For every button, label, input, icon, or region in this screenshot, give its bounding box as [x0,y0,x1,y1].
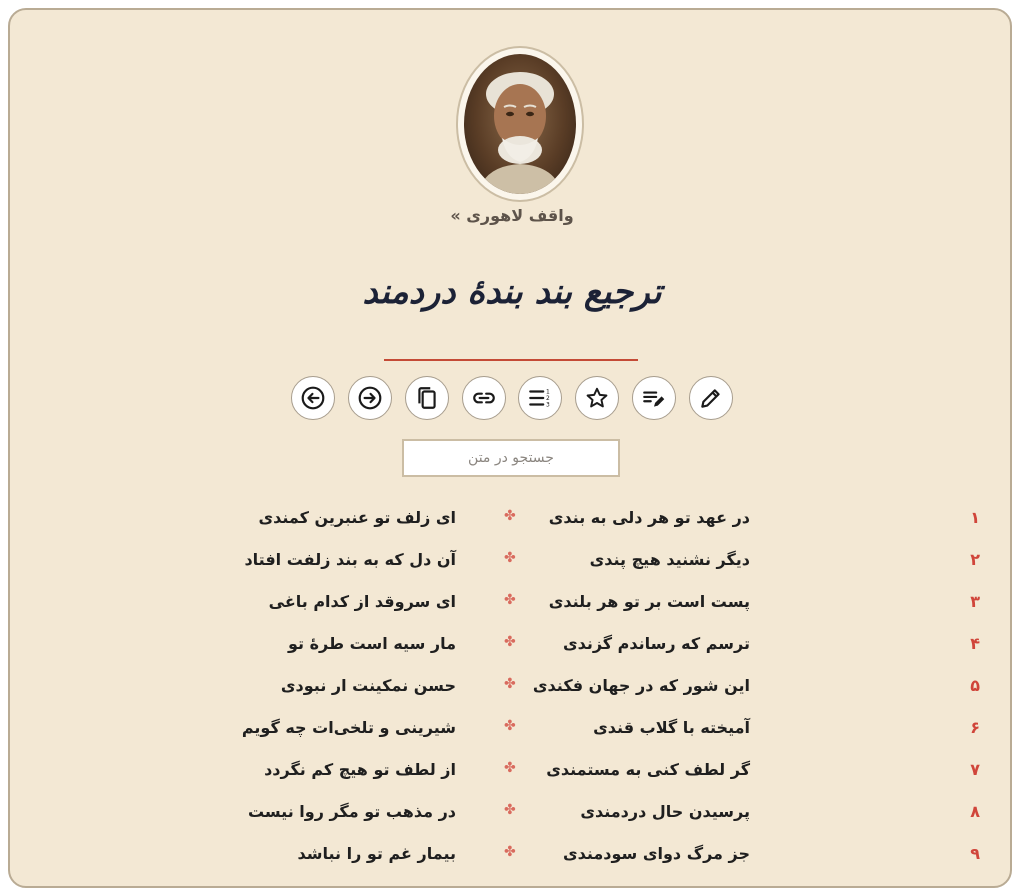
edit-note-icon [641,385,667,411]
verse-second-hemistich: این شور که در جهان فکندی [532,676,750,695]
poem-card [8,8,1012,888]
poet-portrait[interactable] [456,46,584,202]
copy-link-button[interactable] [462,376,506,420]
verse-first-hemistich: مار سیه است طرهٔ تو [287,634,456,653]
verse-first-hemistich: ای زلف تو عنبرین کمندی [258,508,456,527]
svg-text:3: 3 [546,401,551,409]
verse-number: ۸ [970,802,980,821]
verse-separator: ✤ [504,760,516,776]
verse-separator: ✤ [504,508,516,524]
verse-row [10,706,1014,748]
verse-first-hemistich: ای سروقد از کدام باغی [268,592,456,611]
verse-number: ۱ [970,508,980,527]
verse-numbers-button[interactable] [518,376,562,420]
link-icon [471,385,497,411]
verse-row [10,622,1014,664]
verse-second-hemistich: جز مرگ دوای سودمندی [562,844,750,863]
poet-name-link[interactable]: واقف لاهوری » [450,206,574,225]
copy-icon [414,385,440,411]
verse-row [10,664,1014,706]
verse-second-hemistich: ترسم که رساندم گزندی [562,634,750,653]
verse-second-hemistich: در عهد تو هر دلی به بندی [548,508,750,527]
numbered-list-icon [527,385,553,411]
title-divider [384,359,638,361]
svg-text:2: 2 [546,395,551,403]
next-poem-button[interactable] [348,376,392,420]
verse-second-hemistich: آمیخته با گلاب قندی [593,718,750,737]
verse-row [10,538,1014,580]
verse-second-hemistich: دیگر نشنید هیچ پندی [589,550,750,569]
verse-number: ۴ [970,634,980,653]
svg-text:1: 1 [546,388,551,396]
verse-separator: ✤ [504,550,516,566]
verse-first-hemistich: شیرینی و تلخی‌ات چه گویم [241,718,456,737]
verse-separator: ✤ [504,718,516,734]
edit-text-button[interactable] [632,376,676,420]
verse-first-hemistich: از لطف تو هیچ کم نگردد [264,760,456,779]
verse-separator: ✤ [504,844,516,860]
verse-row [10,748,1014,790]
verse-number: ۶ [970,718,980,737]
verse-number: ۳ [970,592,980,611]
verse-number: ۲ [970,550,980,569]
pencil-icon [698,385,724,411]
poet-portrait-image [464,54,576,194]
arrow-left-circle-icon [300,385,326,411]
star-icon [584,385,610,411]
verse-number: ۹ [970,844,980,863]
verse-second-hemistich: گر لطف کنی به مستمندی [546,760,750,779]
verse-row [10,496,1014,538]
copy-button[interactable] [405,376,449,420]
verse-first-hemistich: بیمار غم تو را نباشد [297,844,456,863]
previous-poem-button[interactable] [291,376,335,420]
verse-separator: ✤ [504,634,516,650]
poem-toolbar [291,376,733,422]
verse-first-hemistich: آن دل که به بند زلفت افتاد [244,550,456,569]
verse-row [10,832,1014,874]
verse-separator: ✤ [504,676,516,692]
search-input[interactable] [402,439,620,477]
verse-second-hemistich: پست است بر تو هر بلندی [548,592,750,611]
verse-separator: ✤ [504,802,516,818]
verse-first-hemistich: حسن نمکینت ار نبودی [280,676,456,695]
verse-row [10,790,1014,832]
edit-button[interactable] [689,376,733,420]
verse-row [10,580,1014,622]
verse-number: ۷ [970,760,980,779]
verse-separator: ✤ [504,592,516,608]
verse-first-hemistich: در مذهب تو مگر روا نیست [247,802,456,821]
arrow-right-circle-icon [357,385,383,411]
poem-title: ترجیع بند بندهٔ دردمند [362,272,662,312]
verse-second-hemistich: پرسیدن حال دردمندی [580,802,750,821]
bookmark-button[interactable] [575,376,619,420]
verse-number: ۵ [970,676,980,695]
